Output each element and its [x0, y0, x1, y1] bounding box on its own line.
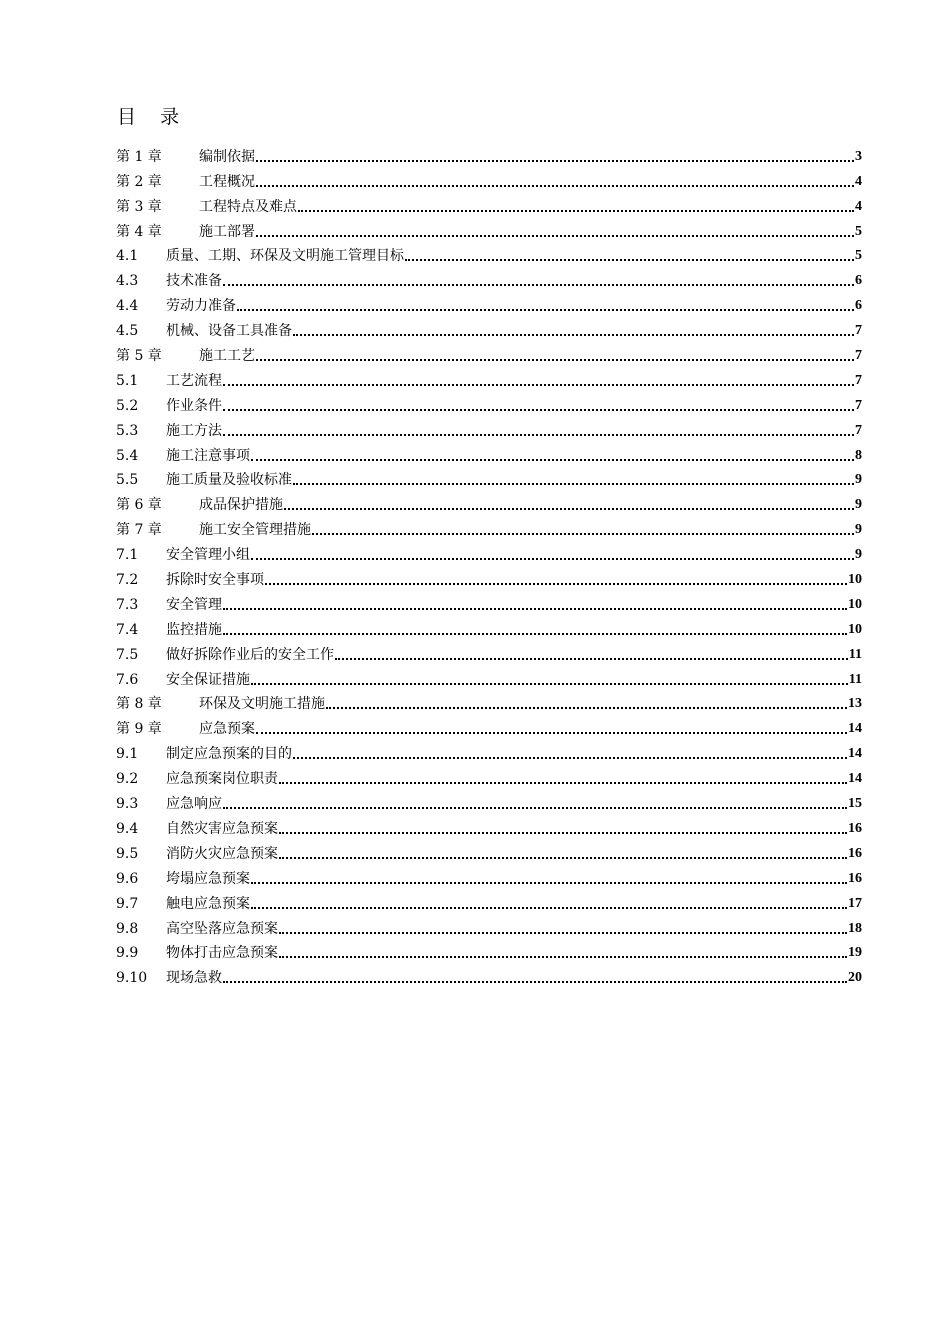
toc-entry-page-number: 14	[848, 721, 862, 737]
toc-entry-page-number: 16	[848, 845, 862, 861]
toc-entry-number: 4.5	[116, 323, 139, 340]
toc-entry-number: 9.2	[116, 771, 139, 788]
toc-entry-number: 7.4	[116, 621, 139, 638]
toc-entry[interactable]	[116, 913, 862, 938]
toc-entry-page-number: 11	[848, 671, 862, 687]
toc-entry[interactable]	[116, 564, 862, 589]
toc-entry-number: 第 7 章	[116, 522, 162, 539]
toc-entry-number: 9.6	[116, 870, 139, 887]
toc-entry[interactable]	[116, 689, 862, 714]
toc-entry-page-number: 4	[855, 198, 862, 214]
toc-entry-title: 高空坠落应急预案	[166, 920, 278, 937]
toc-entry-title: 作业条件	[166, 397, 222, 414]
toc-entry-number: 第 5 章	[116, 348, 162, 365]
toc-entry-leader-dots	[223, 981, 847, 983]
toc-entry-leader-dots	[251, 558, 854, 560]
toc-entry-title: 施工工艺	[199, 348, 255, 365]
toc-title: 目 录	[117, 106, 180, 128]
toc-entry-page-number: 5	[855, 223, 862, 239]
toc-entry-leader-dots	[293, 334, 854, 336]
toc-entry-title: 施工注意事项	[166, 447, 250, 464]
toc-entry-number: 第 4 章	[116, 223, 162, 240]
toc-entry-title: 环保及文明施工措施	[199, 696, 325, 713]
toc-entry-page-number: 7	[855, 323, 862, 339]
toc-entry-title: 做好拆除作业后的安全工作	[166, 646, 334, 663]
toc-entry-number: 5.5	[116, 472, 139, 489]
toc-entry-page-number: 10	[848, 572, 862, 588]
toc-entry-page-number: 18	[848, 920, 862, 936]
toc-entry-number: 9.4	[116, 820, 139, 837]
toc-entry[interactable]	[116, 664, 862, 689]
toc-entry-title: 应急响应	[166, 796, 222, 813]
toc-entry[interactable]	[116, 713, 862, 738]
toc-entry-leader-dots	[279, 956, 847, 958]
toc-entry-number: 第 6 章	[116, 497, 162, 514]
toc-entry[interactable]	[116, 315, 862, 340]
toc-entry-page-number: 19	[848, 945, 862, 961]
toc-entry-leader-dots	[223, 284, 854, 286]
toc-entry-title: 技术准备	[166, 273, 222, 290]
toc-entry-page-number: 16	[848, 870, 862, 886]
toc-entry[interactable]	[116, 589, 862, 614]
toc-entry-number: 5.2	[116, 397, 139, 414]
toc-entry-leader-dots	[223, 384, 854, 386]
toc-entry[interactable]	[116, 241, 862, 266]
toc-entry-number: 9.1	[116, 746, 139, 763]
toc-entry-title: 施工安全管理措施	[199, 522, 311, 539]
toc-entry-number: 9.7	[116, 895, 139, 912]
toc-entry[interactable]	[116, 938, 862, 963]
toc-entry-leader-dots	[223, 409, 854, 411]
toc-entry[interactable]	[116, 614, 862, 639]
toc-entry-leader-dots	[223, 434, 854, 436]
toc-entry-leader-dots	[265, 583, 847, 585]
toc-entry-leader-dots	[405, 259, 854, 261]
toc-entry-leader-dots	[251, 459, 854, 461]
toc-entry-title: 施工部署	[199, 223, 255, 240]
toc-entry-number: 4.3	[116, 273, 139, 290]
toc-entry-title: 劳动力准备	[166, 298, 236, 315]
toc-entry-title: 编制依据	[199, 148, 255, 165]
toc-entry-title: 物体打击应急预案	[166, 945, 278, 962]
toc-entry-leader-dots	[279, 932, 847, 934]
toc-entry-title: 安全管理	[166, 596, 222, 613]
toc-entry-title: 垮塌应急预案	[166, 870, 250, 887]
toc-entry-leader-dots	[298, 210, 854, 212]
toc-entry[interactable]	[116, 415, 862, 440]
toc-entry-title: 制定应急预案的目的	[166, 746, 292, 763]
toc-entry-number: 5.4	[116, 447, 139, 464]
toc-entry[interactable]	[116, 763, 862, 788]
toc-entry-leader-dots	[256, 732, 847, 734]
toc-entry[interactable]	[116, 265, 862, 290]
toc-entry[interactable]	[116, 962, 862, 987]
toc-entry-page-number: 14	[848, 771, 862, 787]
toc-entry-page-number: 14	[848, 746, 862, 762]
toc-entry-leader-dots	[326, 707, 847, 709]
toc-entry[interactable]	[116, 440, 862, 465]
toc-entry-page-number: 13	[848, 696, 862, 712]
toc-entry-title: 工程特点及难点	[199, 198, 297, 215]
toc-entry[interactable]	[116, 863, 862, 888]
toc-entry-number: 7.1	[116, 547, 139, 564]
toc-entry-number: 9.3	[116, 796, 139, 813]
toc-entry-leader-dots	[279, 857, 847, 859]
toc-entry-page-number: 9	[855, 497, 862, 513]
toc-entry-title: 成品保护措施	[199, 497, 283, 514]
toc-entry-page-number: 3	[855, 148, 862, 164]
toc-entry-leader-dots	[256, 235, 854, 237]
toc-entry-leader-dots	[223, 633, 847, 635]
toc-entry-number: 第 3 章	[116, 198, 162, 215]
toc-entry-title: 应急预案岗位职责	[166, 771, 278, 788]
toc-entry-page-number: 9	[855, 522, 862, 538]
toc-entry[interactable]	[116, 365, 862, 390]
toc-entry-leader-dots	[256, 160, 854, 162]
toc-entry[interactable]	[116, 788, 862, 813]
toc-entry[interactable]	[116, 489, 862, 514]
toc-entry-number: 第 9 章	[116, 721, 162, 738]
toc-entry-title: 工艺流程	[166, 372, 222, 389]
toc-entry-number: 7.2	[116, 572, 139, 589]
toc-entry[interactable]	[116, 390, 862, 415]
toc-entry-leader-dots	[256, 359, 854, 361]
toc-entry[interactable]	[116, 216, 862, 241]
toc-entry-number: 4.4	[116, 298, 139, 315]
toc-list	[116, 141, 862, 987]
toc-entry-page-number: 11	[848, 646, 862, 662]
toc-entry-page-number: 4	[855, 173, 862, 189]
toc-entry-page-number: 7	[855, 348, 862, 364]
toc-entry-page-number: 16	[848, 820, 862, 836]
toc-entry-page-number: 5	[855, 248, 862, 264]
toc-entry[interactable]	[116, 141, 862, 166]
toc-entry-number: 第 1 章	[116, 148, 162, 165]
toc-entry-title: 应急预案	[199, 721, 255, 738]
toc-entry[interactable]	[116, 166, 862, 191]
toc-entry-page-number: 9	[855, 472, 862, 488]
toc-entry-leader-dots	[251, 907, 847, 909]
toc-entry-title: 触电应急预案	[166, 895, 250, 912]
toc-entry-leader-dots	[279, 782, 847, 784]
toc-entry-title: 拆除时安全事项	[166, 572, 264, 589]
toc-entry-leader-dots	[293, 483, 854, 485]
toc-entry-leader-dots	[223, 608, 847, 610]
toc-entry-number: 第 2 章	[116, 173, 162, 190]
toc-entry-leader-dots	[284, 508, 854, 510]
toc-entry-number: 5.3	[116, 422, 139, 439]
toc-entry-title: 机械、设备工具准备	[166, 323, 292, 340]
toc-entry[interactable]	[116, 514, 862, 539]
toc-entry-page-number: 9	[855, 547, 862, 563]
toc-entry-title: 安全管理小组	[166, 547, 250, 564]
toc-entry-page-number: 8	[855, 447, 862, 463]
toc-entry[interactable]	[116, 465, 862, 490]
toc-entry[interactable]	[116, 539, 862, 564]
toc-entry-page-number: 10	[848, 621, 862, 637]
toc-entry-page-number: 7	[855, 397, 862, 413]
toc-entry-leader-dots	[223, 807, 847, 809]
toc-entry-leader-dots	[251, 683, 848, 685]
toc-entry-page-number: 20	[848, 970, 862, 986]
toc-entry-title: 监控措施	[166, 621, 222, 638]
toc-entry[interactable]	[116, 340, 862, 365]
toc-entry-leader-dots	[335, 658, 848, 660]
toc-entry-leader-dots	[237, 309, 854, 311]
toc-entry-number: 9.9	[116, 945, 139, 962]
toc-entry-leader-dots	[279, 832, 847, 834]
toc-entry-title: 消防火灾应急预案	[166, 845, 278, 862]
toc-entry-page-number: 7	[855, 372, 862, 388]
toc-entry-leader-dots	[251, 882, 847, 884]
toc-entry-title: 自然灾害应急预案	[166, 820, 278, 837]
toc-entry-page-number: 7	[855, 422, 862, 438]
toc-entry-page-number: 17	[848, 895, 862, 911]
toc-entry-number: 第 8 章	[116, 696, 162, 713]
toc-entry-leader-dots	[256, 185, 854, 187]
toc-entry-leader-dots	[312, 533, 854, 535]
toc-entry[interactable]	[116, 639, 862, 664]
toc-entry-page-number: 6	[855, 273, 862, 289]
toc-entry-page-number: 6	[855, 298, 862, 314]
toc-entry-number: 7.3	[116, 596, 139, 613]
toc-entry-title: 安全保证措施	[166, 671, 250, 688]
toc-entry-number: 9.5	[116, 845, 139, 862]
toc-entry-leader-dots	[293, 757, 847, 759]
toc-entry-number: 9.8	[116, 920, 139, 937]
toc-entry-title: 现场急救	[166, 970, 222, 987]
toc-entry-number: 4.1	[116, 248, 139, 265]
toc-entry-page-number: 10	[848, 596, 862, 612]
toc-entry[interactable]	[116, 813, 862, 838]
toc-entry-number: 9.10	[116, 970, 148, 987]
toc-entry-number: 5.1	[116, 372, 139, 389]
toc-entry[interactable]	[116, 838, 862, 863]
toc-entry-title: 施工方法	[166, 422, 222, 439]
toc-entry[interactable]	[116, 888, 862, 913]
toc-entry-title: 施工质量及验收标准	[166, 472, 292, 489]
toc-entry-page-number: 15	[848, 796, 862, 812]
toc-entry-title: 工程概况	[199, 173, 255, 190]
toc-entry[interactable]	[116, 290, 862, 315]
toc-entry-number: 7.6	[116, 671, 139, 688]
toc-entry-title: 质量、工期、环保及文明施工管理目标	[166, 248, 404, 265]
toc-entry[interactable]	[116, 738, 862, 763]
toc-entry-number: 7.5	[116, 646, 139, 663]
toc-entry[interactable]	[116, 191, 862, 216]
